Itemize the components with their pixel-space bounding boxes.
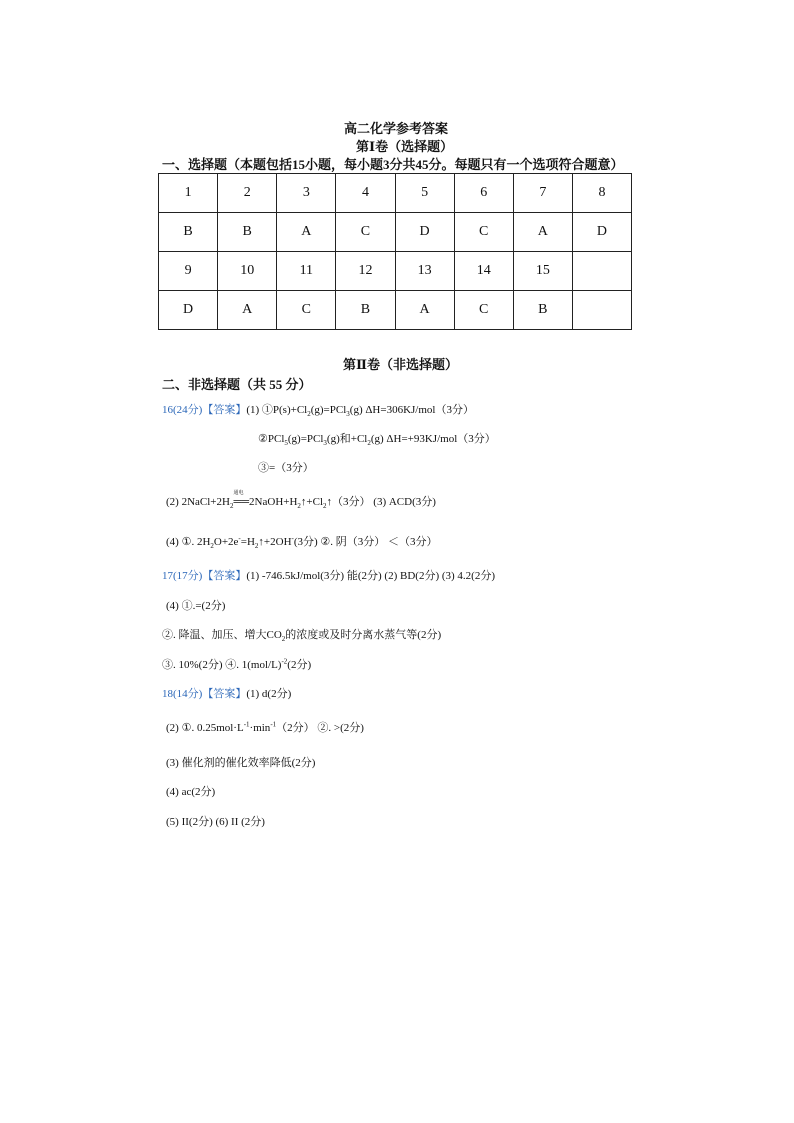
q17-line2: (4) ①.=(2分) [166, 600, 226, 612]
table-cell: B [218, 213, 277, 252]
q18-line3: (3) 催化剂的催化效率降低(2分) [166, 757, 316, 769]
q18-line1 [162, 685, 291, 701]
table-cell: A [218, 291, 277, 330]
answer-tag: 【答案】 [202, 404, 247, 416]
table-cell: 8 [572, 174, 631, 213]
q17-line1 [162, 567, 495, 583]
table-cell: C [277, 291, 336, 330]
q17-line3 [162, 626, 441, 643]
q17-text: 的浓度或及时分离水蒸气等(2分) [285, 629, 442, 641]
table-cell: D [572, 213, 631, 252]
q16-text: ②PCl [258, 433, 285, 445]
q16-line3: ③=（3分） [258, 462, 314, 474]
table-cell: 5 [395, 174, 454, 213]
subscript: 5 [284, 439, 288, 448]
table-cell: 1 [159, 174, 218, 213]
q16-text: ↑（3分） (3) ACD(3分) [326, 496, 436, 508]
section2-heading: 二、非选择题（共 55 分） [162, 377, 312, 392]
superscript: -1 [270, 720, 277, 729]
q18-number: 18(14分) [162, 688, 203, 700]
q17-number: 17(17分) [162, 570, 203, 582]
table-cell: 12 [336, 252, 395, 291]
arrow-label: 通电 [233, 491, 244, 496]
table-cell: 3 [277, 174, 336, 213]
q17-text: (2分) [287, 659, 312, 671]
table-cell: A [395, 291, 454, 330]
q18-line2 [166, 719, 364, 735]
table-cell: A [513, 213, 572, 252]
subscript: 2 [297, 502, 301, 511]
electrolysis-arrow: 通电 ══ [233, 491, 250, 508]
q17-text: ③. 10%(2分) ④. 1(mol/L) [162, 659, 282, 671]
q16-text: O+2e [213, 536, 239, 548]
subscript: 2 [229, 502, 234, 510]
subscript: 2 [367, 439, 371, 448]
superscript: -2 [281, 657, 288, 666]
table-cell: B [336, 291, 395, 330]
answer-table [158, 173, 632, 330]
subscript: 3 [346, 410, 350, 419]
answer-tag: 【答案】 [202, 688, 247, 700]
subscript: 2 [210, 542, 214, 551]
q16-text: (g)=PCl [310, 404, 347, 416]
table-cell: 6 [454, 174, 513, 213]
superscript: - [291, 534, 294, 543]
q16-line4 [166, 493, 436, 510]
table-row [159, 291, 632, 330]
q16-line2 [258, 430, 496, 447]
table-cell: 4 [336, 174, 395, 213]
table-cell: 2 [218, 174, 277, 213]
subscript: 2 [254, 542, 259, 551]
q18-text: （2分） ②. >(2分) [276, 722, 364, 734]
table-row [159, 174, 632, 213]
q16-text: (3分) ②. 阴（3分） ＜（3分） [293, 536, 438, 548]
superscript: - [238, 534, 241, 543]
q16-line5 [166, 533, 438, 550]
table-cell [572, 291, 631, 330]
q16-text: 2NaOH+H [249, 496, 298, 508]
table-cell: 11 [277, 252, 336, 291]
q18-text: ·min [249, 722, 271, 734]
q16-text: (g) ΔH=306KJ/mol（3分） [349, 404, 474, 416]
q18-line4: (4) ac(2分) [166, 786, 216, 798]
subscript: 2 [307, 410, 311, 419]
table-row [159, 213, 632, 252]
table-cell: B [159, 213, 218, 252]
table-cell: D [159, 291, 218, 330]
table-cell: C [336, 213, 395, 252]
q16-line1 [162, 401, 474, 418]
part1-heading: 第Ⅰ卷（选择题） [356, 139, 454, 154]
section1-heading: 一、选择题（本题包括15小题，每小题3分共45分。每题只有一个选项符合题意） [162, 157, 624, 172]
table-cell: 9 [159, 252, 218, 291]
table-cell: B [513, 291, 572, 330]
q16-text: (1) ①P(s)+Cl [246, 404, 308, 416]
q17-text: ②. 降温、加压、增大CO [162, 629, 282, 641]
q16-text: (2) 2NaCl+2H [166, 496, 230, 508]
q16-text: (4) ①. 2H [166, 536, 211, 548]
table-cell: C [454, 213, 513, 252]
table-cell: 10 [218, 252, 277, 291]
q18-text: (1) d(2分) [246, 688, 292, 700]
table-cell: 7 [513, 174, 572, 213]
answer-tag: 【答案】 [202, 570, 247, 582]
table-cell [572, 252, 631, 291]
table-cell: A [277, 213, 336, 252]
q16-text: (g)和+Cl [326, 433, 368, 445]
subscript: 2 [281, 635, 286, 644]
table-cell: D [395, 213, 454, 252]
q18-text: (2) ①. 0.25mol·L [166, 722, 244, 734]
superscript: -1 [243, 720, 250, 729]
q17-line4 [162, 656, 311, 672]
document-title: 高二化学参考答案 [344, 121, 449, 136]
table-row [159, 252, 632, 291]
q17-text: (1) -746.5kJ/mol(3分) 能(2分) (2) BD(2分) (3) 4.2(2分) [246, 570, 496, 582]
table-cell: C [454, 291, 513, 330]
table-cell: 14 [454, 252, 513, 291]
q16-number: 16(24分) [162, 404, 203, 416]
subscript: 2 [323, 502, 327, 511]
q16-text: (g)=PCl [287, 433, 324, 445]
q16-text: ↑+2OH [258, 536, 292, 548]
q16-text: (g) ΔH=+93KJ/mol（3分） [370, 433, 496, 445]
q16-text: =H [240, 536, 255, 548]
part2-heading: 第Ⅱ卷（非选择题） [343, 357, 458, 372]
table-cell: 13 [395, 252, 454, 291]
table-cell: 15 [513, 252, 572, 291]
q18-line5: (5) II(2分) (6) II (2分) [166, 816, 265, 828]
subscript: 3 [323, 439, 327, 448]
q16-text: ↑+Cl [300, 496, 324, 508]
